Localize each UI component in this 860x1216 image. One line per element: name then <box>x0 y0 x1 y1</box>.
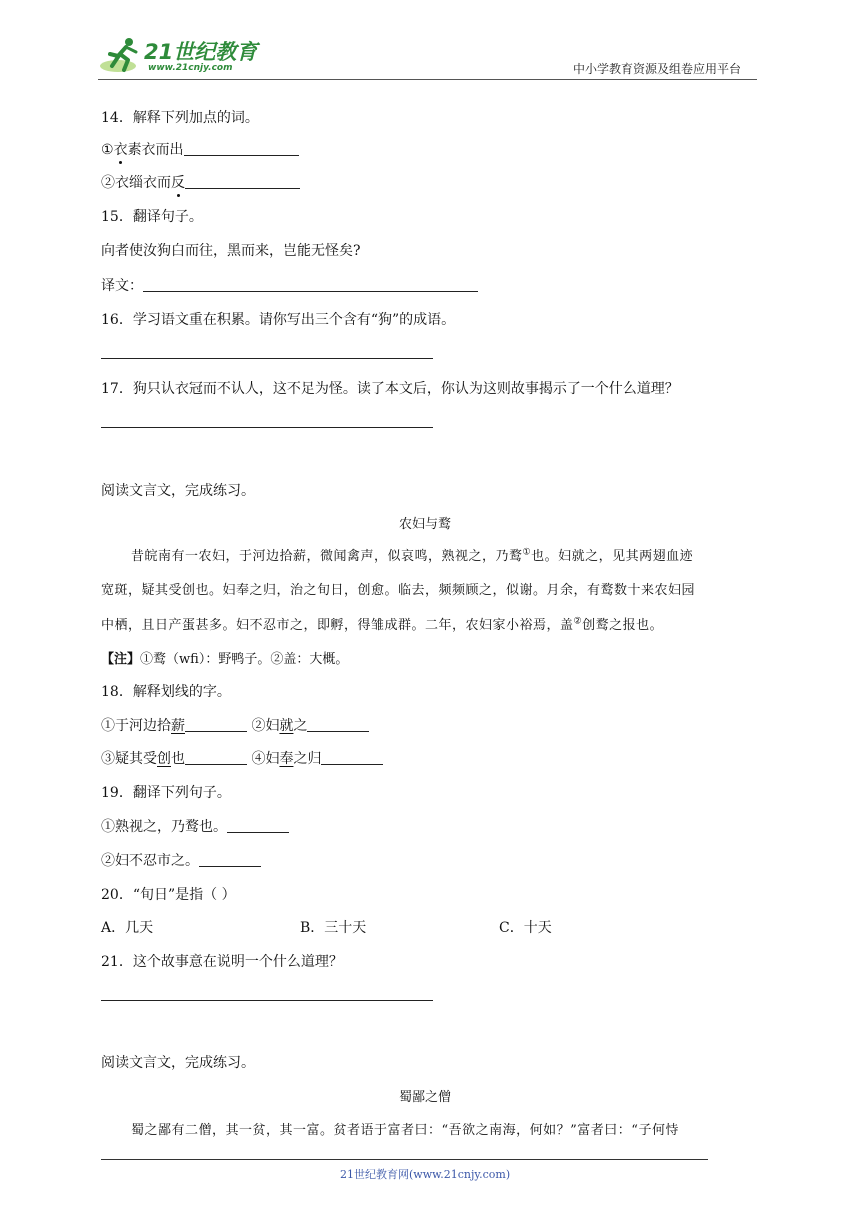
q16-answer-line[interactable] <box>101 344 433 359</box>
q20-option-a[interactable]: A．几天 <box>101 920 154 936</box>
passage1-title: 农妇与鹜 <box>399 517 452 532</box>
q18-row-1: ①于河边拾薪 ②妇就之 <box>101 715 369 735</box>
q14-item-1: ①衣素衣而出 <box>101 139 299 159</box>
q16-title: 16．学习语文重在积累。请你写出三个含有“狗”的成语。 <box>101 312 456 328</box>
q18-title: 18．解释划线的字。 <box>101 684 231 700</box>
q19-title: 19．翻译下列句子。 <box>101 785 231 801</box>
q20-title: 20．“旬日”是指（ ） <box>101 887 236 903</box>
passage1-line-1: 昔皖南有一农妇，于河边拾薪，微闻禽声，似哀鸣，熟视之，乃鹜①也。妇就之，见其两翅血迹 <box>131 547 694 564</box>
passage2-line-1: 蜀之鄙有二僧，其一贫，其一富。贫者语于富者曰：“吾欲之南海，何如？”富者曰：“子何恃 <box>131 1123 679 1138</box>
dotted-word: 反 <box>171 172 185 192</box>
passage2-title: 蜀鄙之僧 <box>399 1090 452 1105</box>
q20-option-b[interactable]: B．三十天 <box>300 920 367 936</box>
answer-blank[interactable] <box>185 717 247 732</box>
footer-divider <box>101 1159 708 1160</box>
answer-blank[interactable] <box>227 818 289 833</box>
passage1-line-2: 宽斑，疑其受创也。妇奉之归，治之旬日，创愈。临去，频频顾之，似谢。月余，有鹜数十来农妇园 <box>101 583 696 598</box>
platform-name: 中小学教育资源及组卷应用平台 <box>573 62 742 76</box>
passage2-intro: 阅读文言文，完成练习。 <box>101 1055 255 1071</box>
answer-blank[interactable] <box>184 141 299 156</box>
answer-blank[interactable] <box>185 750 247 765</box>
site-logo <box>98 34 258 78</box>
q19-item-1: ①熟视之，乃鹜也。 <box>101 816 289 836</box>
answer-blank[interactable] <box>321 750 383 765</box>
dotted-word: 衣 <box>114 139 128 159</box>
logo-text: 21世纪教育 <box>144 40 258 64</box>
passage1-line-3: 中栖，且日产蛋甚多。妇不忍市之，即孵，得雏成群。二年，农妇家小裕焉，盖②创鹜之报也。 <box>101 616 664 633</box>
q15-title: 15．翻译句子。 <box>101 209 203 225</box>
header-divider <box>98 79 757 80</box>
q19-item-2: ②妇不忍市之。 <box>101 850 261 870</box>
q21-answer-line[interactable] <box>101 986 433 1001</box>
q21-title: 21．这个故事意在说明一个什么道理？ <box>101 954 343 970</box>
q14-item-2: ②衣缁衣而反 <box>101 172 300 192</box>
q17-title: 17．狗只认衣冠而不认人，这不足为怪。读了本文后，你认为这则故事揭示了一个什么道理？ <box>101 381 679 397</box>
answer-blank[interactable] <box>199 852 261 867</box>
passage1-note: 【注】①鹜（wfi）：野鸭子。②盖：大概。 <box>101 652 349 667</box>
passage1-intro: 阅读文言文，完成练习。 <box>101 483 255 499</box>
q20-option-c[interactable]: C．十天 <box>499 920 552 936</box>
q15-sentence: 向者使汝狗白而往，黑而来，岂能无怪矣? <box>101 243 361 259</box>
answer-blank[interactable] <box>143 277 478 292</box>
q18-row-2: ③疑其受创也 ④妇奉之归 <box>101 748 383 768</box>
q15-answer: 译文： <box>101 275 478 295</box>
footer-text[interactable]: 21世纪教育网(www.21cnjy.com) <box>340 1168 511 1181</box>
q14-title: 14．解释下列加点的词。 <box>101 110 259 126</box>
answer-blank[interactable] <box>307 717 369 732</box>
answer-blank[interactable] <box>185 174 300 189</box>
logo-url: www.21cnjy.com <box>148 63 233 73</box>
q17-answer-line[interactable] <box>101 413 433 428</box>
